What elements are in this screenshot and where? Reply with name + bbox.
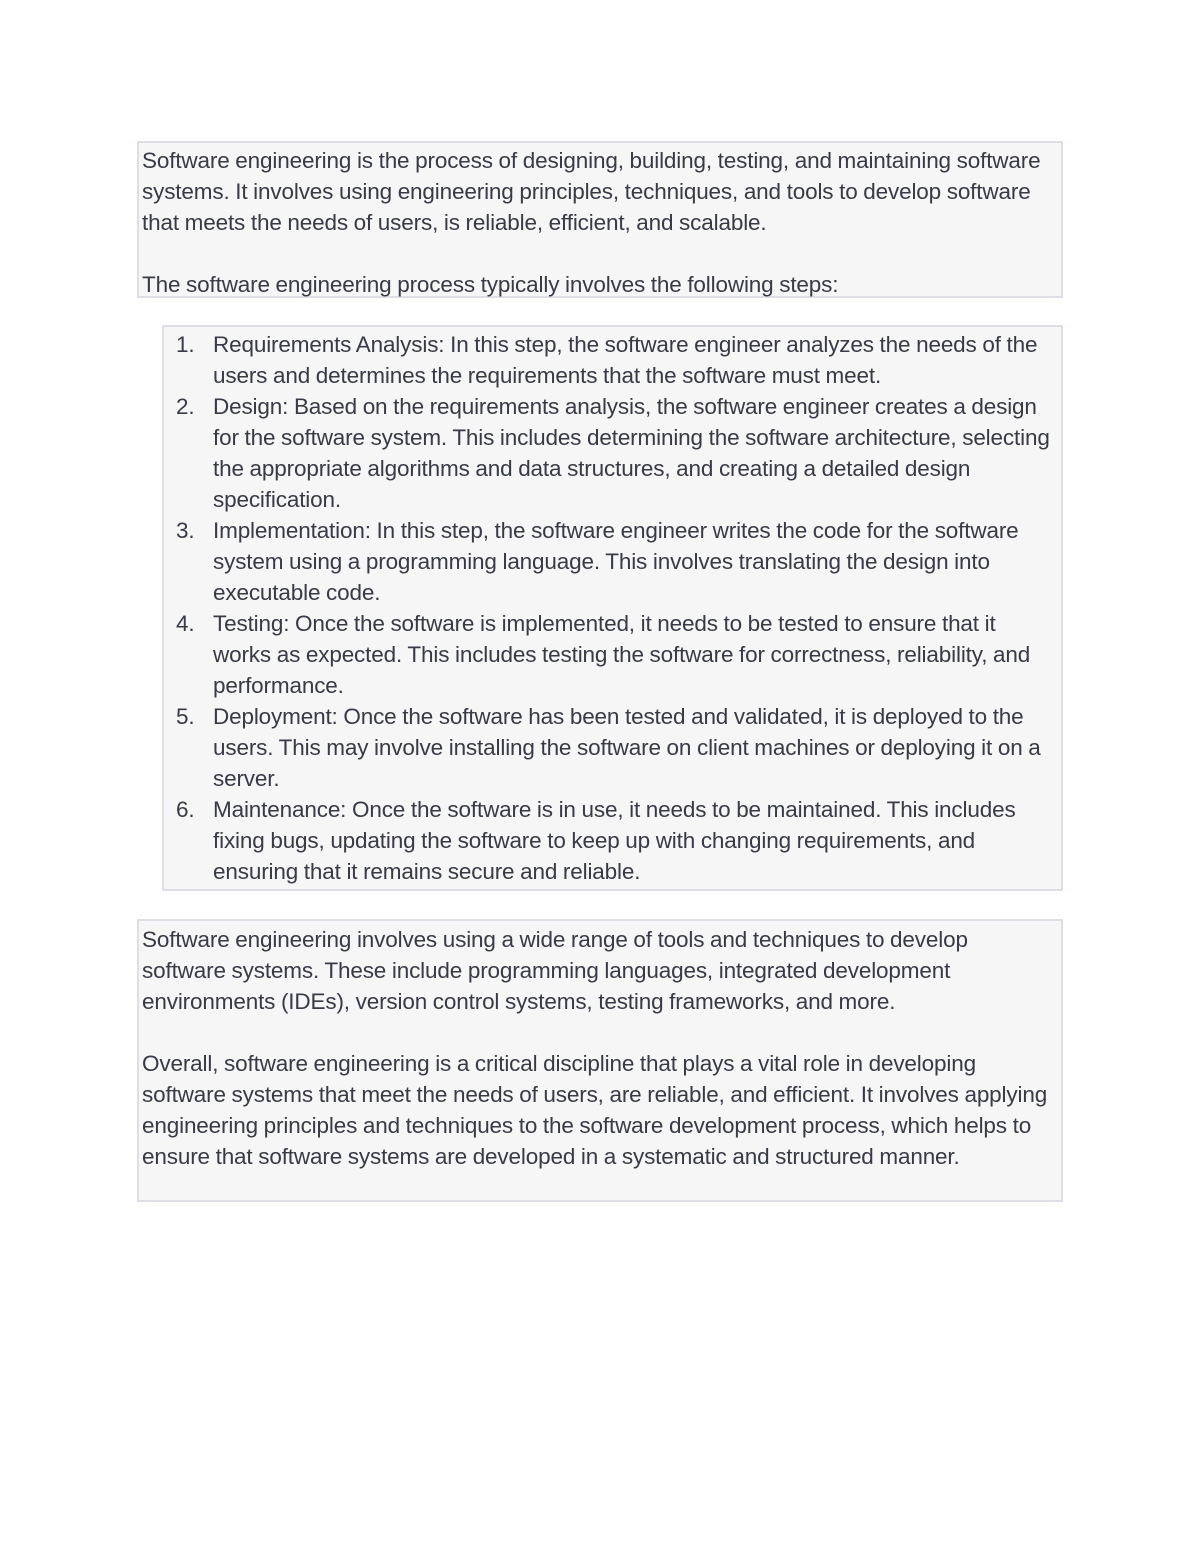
list-item-number: 2.: [176, 394, 195, 419]
list-item-text: Implementation: In this step, the software engineer writes the code for the software system using a programming language. This involves translating the design into executable code.: [213, 518, 1019, 605]
list-item: [164, 391, 1059, 515]
intro-paragraph: Software engineering is the process of designing, building, testing, and maintaining software systems. It involves using engineering principles, techniques, and tools to develop software that meets the needs of users, is reliable, efficient, and scalable.: [142, 148, 1041, 235]
list-item-text: Design: Based on the requirements analysis, the software engineer creates a design for the software system. This includes determining the software architecture, selecting the appropriate algorithms and data structures, and creating a detailed design specification.: [213, 394, 1050, 512]
list-item-number: 6.: [176, 797, 195, 822]
closing-block: [137, 919, 1063, 1202]
list-item: [164, 701, 1059, 794]
list-item-number: 5.: [176, 704, 195, 729]
summary-paragraph: Overall, software engineering is a critical discipline that plays a vital role in developing software systems that meet the needs of users, are reliable, and efficient. It involves applying engineering principles and techniques to the software development process, which helps to ensure that software systems are developed in a systematic and structured manner.: [142, 1051, 1048, 1169]
steps-lead-in: The software engineering process typically involves the following steps:: [142, 272, 839, 297]
list-item: [164, 329, 1059, 391]
list-item-text: Deployment: Once the software has been tested and validated, it is deployed to the users. This may involve installing the software on client machines or deploying it on a server.: [213, 704, 1041, 791]
list-item-text: Requirements Analysis: In this step, the software engineer analyzes the needs of the users and determines the requirements that the software must meet.: [213, 332, 1038, 388]
list-item-text: Maintenance: Once the software is in use, it needs to be maintained. This includes fixing bugs, updating the software to keep up with changing requirements, and ensuring that it remains secure and reliable.: [213, 797, 1016, 884]
list-item: [164, 515, 1059, 608]
list-item-number: 1.: [176, 332, 195, 357]
steps-list-block: [162, 325, 1063, 891]
list-item-text: Testing: Once the software is implemented, it needs to be tested to ensure that it works as expected. This includes testing the software for correctness, reliability, and performance.: [213, 611, 1031, 698]
intro-block: [137, 141, 1063, 298]
list-item: [164, 608, 1059, 701]
tools-paragraph: Software engineering involves using a wide range of tools and techniques to develop software systems. These include programming languages, integrated development environments (IDEs), version control systems, testing frameworks, and more.: [142, 927, 968, 1014]
list-item: [164, 794, 1059, 887]
list-item-number: 3.: [176, 518, 195, 543]
list-item-number: 4.: [176, 611, 195, 636]
steps-list: [164, 329, 1059, 887]
